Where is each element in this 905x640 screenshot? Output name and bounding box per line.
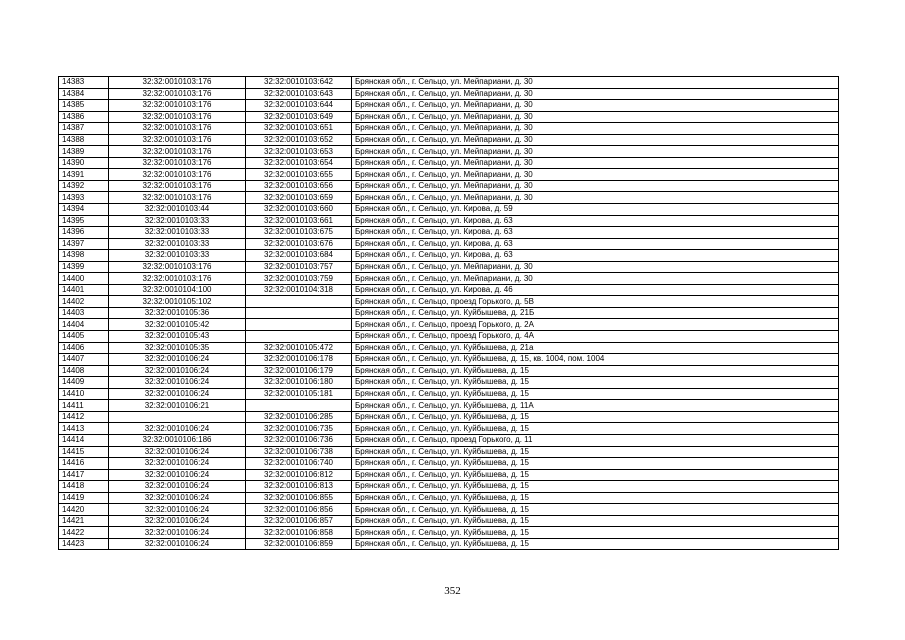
parent-cadastral-cell: 32:32:0010103:176 — [109, 123, 246, 135]
table-row — [59, 377, 839, 389]
parent-cadastral-cell: 32:32:0010106:24 — [109, 354, 246, 366]
parent-cadastral-cell: 32:32:0010103:176 — [109, 273, 246, 285]
parent-cadastral-cell: 32:32:0010106:21 — [109, 400, 246, 412]
address-cell: Брянская обл., г. Сельцо, ул. Мейпариани, д. 30 — [352, 88, 839, 100]
table-row — [59, 446, 839, 458]
parent-cadastral-cell: 32:32:0010106:186 — [109, 434, 246, 446]
address-cell: Брянская обл., г. Сельцо, ул. Кирова, д. 46 — [352, 284, 839, 296]
parent-cadastral-cell: 32:32:0010106:24 — [109, 377, 246, 389]
cadastral-number-cell: 32:32:0010106:180 — [246, 377, 352, 389]
row-number-cell: 14391 — [59, 169, 109, 181]
cadastral-number-cell: 32:32:0010106:740 — [246, 458, 352, 470]
parent-cadastral-cell: 32:32:0010103:33 — [109, 215, 246, 227]
row-number-cell: 14414 — [59, 434, 109, 446]
parent-cadastral-cell: 32:32:0010106:24 — [109, 388, 246, 400]
row-number-cell: 14421 — [59, 515, 109, 527]
row-number-cell: 14397 — [59, 238, 109, 250]
row-number-cell: 14412 — [59, 411, 109, 423]
row-number-cell: 14388 — [59, 134, 109, 146]
address-cell: Брянская обл., г. Сельцо, проезд Горького, д. 5В — [352, 296, 839, 308]
parent-cadastral-cell: 32:32:0010103:176 — [109, 180, 246, 192]
parent-cadastral-cell: 32:32:0010103:176 — [109, 134, 246, 146]
parent-cadastral-cell: 32:32:0010105:36 — [109, 307, 246, 319]
cadastral-number-cell: 32:32:0010103:649 — [246, 111, 352, 123]
table-row — [59, 388, 839, 400]
table-row — [59, 123, 839, 135]
row-number-cell: 14409 — [59, 377, 109, 389]
row-number-cell: 14394 — [59, 204, 109, 216]
address-cell: Брянская обл., г. Сельцо, ул. Куйбышева, д. 15 — [352, 365, 839, 377]
table-row — [59, 204, 839, 216]
parent-cadastral-cell: 32:32:0010103:176 — [109, 77, 246, 89]
cadastral-number-cell: 32:32:0010103:656 — [246, 180, 352, 192]
cadastral-number-cell — [246, 331, 352, 343]
cadastral-number-cell: 32:32:0010103:759 — [246, 273, 352, 285]
address-cell: Брянская обл., г. Сельцо, ул. Кирова, д. 59 — [352, 204, 839, 216]
address-cell: Брянская обл., г. Сельцо, ул. Мейпариани, д. 30 — [352, 123, 839, 135]
cadastral-number-cell: 32:32:0010106:735 — [246, 423, 352, 435]
cadastral-number-cell: 32:32:0010103:654 — [246, 157, 352, 169]
table-row — [59, 111, 839, 123]
address-cell: Брянская обл., г. Сельцо, ул. Куйбышева, д. 15 — [352, 388, 839, 400]
cadastral-number-cell: 32:32:0010106:285 — [246, 411, 352, 423]
cadastral-number-cell: 32:32:0010103:676 — [246, 238, 352, 250]
address-cell: Брянская обл., г. Сельцо, ул. Мейпариани, д. 30 — [352, 180, 839, 192]
cadastral-number-cell: 32:32:0010103:661 — [246, 215, 352, 227]
cadastral-number-cell: 32:32:0010103:642 — [246, 77, 352, 89]
table-row — [59, 307, 839, 319]
cadastral-number-cell: 32:32:0010106:812 — [246, 469, 352, 481]
row-number-cell: 14403 — [59, 307, 109, 319]
parent-cadastral-cell: 32:32:0010106:24 — [109, 481, 246, 493]
row-number-cell: 14398 — [59, 250, 109, 262]
address-cell: Брянская обл., г. Сельцо, ул. Мейпариани, д. 30 — [352, 100, 839, 112]
address-cell: Брянская обл., г. Сельцо, ул. Куйбышева, д. 15 — [352, 538, 839, 550]
parent-cadastral-cell: 32:32:0010103:33 — [109, 238, 246, 250]
address-cell: Брянская обл., г. Сельцо, ул. Кирова, д. 63 — [352, 238, 839, 250]
cadastral-number-cell — [246, 307, 352, 319]
address-cell: Брянская обл., г. Сельцо, ул. Кирова, д. 63 — [352, 215, 839, 227]
table-row — [59, 134, 839, 146]
table-row — [59, 434, 839, 446]
address-cell: Брянская обл., г. Сельцо, ул. Куйбышева, д. 15 — [352, 377, 839, 389]
cadastral-number-cell: 32:32:0010106:855 — [246, 492, 352, 504]
table-row — [59, 238, 839, 250]
table-row — [59, 169, 839, 181]
table-row — [59, 100, 839, 112]
parent-cadastral-cell: 32:32:0010106:24 — [109, 538, 246, 550]
cadastral-number-cell: 32:32:0010104:318 — [246, 284, 352, 296]
address-cell: Брянская обл., г. Сельцо, ул. Кирова, д. 63 — [352, 250, 839, 262]
cadastral-number-cell: 32:32:0010106:179 — [246, 365, 352, 377]
row-number-cell: 14393 — [59, 192, 109, 204]
parent-cadastral-cell: 32:32:0010106:24 — [109, 515, 246, 527]
parent-cadastral-cell — [109, 411, 246, 423]
row-number-cell: 14417 — [59, 469, 109, 481]
row-number-cell: 14389 — [59, 146, 109, 158]
row-number-cell: 14405 — [59, 331, 109, 343]
parent-cadastral-cell: 32:32:0010103:176 — [109, 100, 246, 112]
parent-cadastral-cell: 32:32:0010106:24 — [109, 504, 246, 516]
cadastral-number-cell — [246, 319, 352, 331]
table-row — [59, 538, 839, 550]
address-cell: Брянская обл., г. Сельцо, ул. Куйбышева, д. 15 — [352, 492, 839, 504]
table-row — [59, 77, 839, 89]
table-row — [59, 319, 839, 331]
address-cell: Брянская обл., г. Сельцо, проезд Горького, д. 11 — [352, 434, 839, 446]
address-cell: Брянская обл., г. Сельцо, проезд Горького, д. 2А — [352, 319, 839, 331]
table-row — [59, 331, 839, 343]
cadastral-number-cell — [246, 296, 352, 308]
table-row — [59, 354, 839, 366]
row-number-cell: 14415 — [59, 446, 109, 458]
address-cell: Брянская обл., г. Сельцо, ул. Мейпариани, д. 30 — [352, 261, 839, 273]
cadastral-number-cell: 32:32:0010106:859 — [246, 538, 352, 550]
parent-cadastral-cell: 32:32:0010106:24 — [109, 458, 246, 470]
parent-cadastral-cell: 32:32:0010105:102 — [109, 296, 246, 308]
table-row — [59, 192, 839, 204]
row-number-cell: 14384 — [59, 88, 109, 100]
cadastral-number-cell: 32:32:0010103:651 — [246, 123, 352, 135]
row-number-cell: 14383 — [59, 77, 109, 89]
row-number-cell: 14395 — [59, 215, 109, 227]
table-row — [59, 157, 839, 169]
row-number-cell: 14399 — [59, 261, 109, 273]
cadastral-number-cell: 32:32:0010103:655 — [246, 169, 352, 181]
row-number-cell: 14385 — [59, 100, 109, 112]
registry-table-body — [59, 77, 839, 550]
table-row — [59, 469, 839, 481]
parent-cadastral-cell: 32:32:0010105:35 — [109, 342, 246, 354]
parent-cadastral-cell: 32:32:0010105:42 — [109, 319, 246, 331]
table-row — [59, 400, 839, 412]
page-number: 352 — [444, 585, 461, 597]
table-row — [59, 423, 839, 435]
address-cell: Брянская обл., г. Сельцо, ул. Куйбышева, д. 15 — [352, 481, 839, 493]
parent-cadastral-cell: 32:32:0010103:176 — [109, 88, 246, 100]
address-cell: Брянская обл., г. Сельцо, ул. Куйбышева, д. 15 — [352, 469, 839, 481]
address-cell: Брянская обл., г. Сельцо, ул. Кирова, д. 63 — [352, 227, 839, 239]
parent-cadastral-cell: 32:32:0010106:24 — [109, 446, 246, 458]
row-number-cell: 14408 — [59, 365, 109, 377]
parent-cadastral-cell: 32:32:0010103:176 — [109, 261, 246, 273]
table-row — [59, 88, 839, 100]
parent-cadastral-cell: 32:32:0010103:176 — [109, 157, 246, 169]
cadastral-number-cell: 32:32:0010103:652 — [246, 134, 352, 146]
table-row — [59, 411, 839, 423]
row-number-cell: 14407 — [59, 354, 109, 366]
cadastral-number-cell: 32:32:0010106:738 — [246, 446, 352, 458]
parent-cadastral-cell: 32:32:0010103:176 — [109, 146, 246, 158]
address-cell: Брянская обл., г. Сельцо, ул. Куйбышева, д. 15 — [352, 411, 839, 423]
address-cell: Брянская обл., г. Сельцо, ул. Куйбышева, д. 15 — [352, 527, 839, 539]
row-number-cell: 14396 — [59, 227, 109, 239]
parent-cadastral-cell: 32:32:0010103:176 — [109, 169, 246, 181]
table-row — [59, 515, 839, 527]
table-row — [59, 273, 839, 285]
cadastral-number-cell: 32:32:0010106:813 — [246, 481, 352, 493]
address-cell: Брянская обл., г. Сельцо, ул. Куйбышева, д. 11А — [352, 400, 839, 412]
table-row — [59, 481, 839, 493]
cadastral-number-cell — [246, 400, 352, 412]
cadastral-number-cell: 32:32:0010103:653 — [246, 146, 352, 158]
cadastral-number-cell: 32:32:0010106:856 — [246, 504, 352, 516]
cadastral-number-cell: 32:32:0010106:857 — [246, 515, 352, 527]
cadastral-number-cell: 32:32:0010103:660 — [246, 204, 352, 216]
row-number-cell: 14416 — [59, 458, 109, 470]
address-cell: Брянская обл., г. Сельцо, ул. Мейпариани, д. 30 — [352, 169, 839, 181]
address-cell: Брянская обл., г. Сельцо, ул. Куйбышева, д. 21Б — [352, 307, 839, 319]
cadastral-number-cell: 32:32:0010105:472 — [246, 342, 352, 354]
table-row — [59, 458, 839, 470]
row-number-cell: 14390 — [59, 157, 109, 169]
table-row — [59, 261, 839, 273]
parent-cadastral-cell: 32:32:0010106:24 — [109, 527, 246, 539]
table-row — [59, 492, 839, 504]
table-row — [59, 284, 839, 296]
cadastral-number-cell: 32:32:0010106:178 — [246, 354, 352, 366]
row-number-cell: 14418 — [59, 481, 109, 493]
parent-cadastral-cell: 32:32:0010106:24 — [109, 365, 246, 377]
address-cell: Брянская обл., г. Сельцо, ул. Мейпариани, д. 30 — [352, 157, 839, 169]
cadastral-number-cell: 32:32:0010103:659 — [246, 192, 352, 204]
parent-cadastral-cell: 32:32:0010105:43 — [109, 331, 246, 343]
table-row — [59, 227, 839, 239]
registry-table — [58, 76, 839, 550]
row-number-cell: 14411 — [59, 400, 109, 412]
table-row — [59, 296, 839, 308]
address-cell: Брянская обл., г. Сельцо, проезд Горького, д. 4А — [352, 331, 839, 343]
row-number-cell: 14387 — [59, 123, 109, 135]
cadastral-number-cell: 32:32:0010103:644 — [246, 100, 352, 112]
cadastral-number-cell: 32:32:0010103:684 — [246, 250, 352, 262]
parent-cadastral-cell: 32:32:0010103:176 — [109, 192, 246, 204]
address-cell: Брянская обл., г. Сельцо, ул. Мейпариани, д. 30 — [352, 111, 839, 123]
table-row — [59, 146, 839, 158]
address-cell: Брянская обл., г. Сельцо, ул. Куйбышева, д. 15, кв. 1004, пом. 1004 — [352, 354, 839, 366]
table-row — [59, 180, 839, 192]
parent-cadastral-cell: 32:32:0010106:24 — [109, 423, 246, 435]
cadastral-number-cell: 32:32:0010105:181 — [246, 388, 352, 400]
parent-cadastral-cell: 32:32:0010103:44 — [109, 204, 246, 216]
row-number-cell: 14413 — [59, 423, 109, 435]
address-cell: Брянская обл., г. Сельцо, ул. Куйбышева, д. 15 — [352, 446, 839, 458]
address-cell: Брянская обл., г. Сельцо, ул. Куйбышева, д. 21а — [352, 342, 839, 354]
row-number-cell: 14406 — [59, 342, 109, 354]
cadastral-number-cell: 32:32:0010106:858 — [246, 527, 352, 539]
parent-cadastral-cell: 32:32:0010104:100 — [109, 284, 246, 296]
address-cell: Брянская обл., г. Сельцо, ул. Куйбышева, д. 15 — [352, 504, 839, 516]
row-number-cell: 14402 — [59, 296, 109, 308]
table-row — [59, 342, 839, 354]
parent-cadastral-cell: 32:32:0010103:33 — [109, 227, 246, 239]
address-cell: Брянская обл., г. Сельцо, ул. Мейпариани, д. 30 — [352, 273, 839, 285]
row-number-cell: 14410 — [59, 388, 109, 400]
row-number-cell: 14401 — [59, 284, 109, 296]
table-row — [59, 527, 839, 539]
address-cell: Брянская обл., г. Сельцо, ул. Мейпариани, д. 30 — [352, 192, 839, 204]
cadastral-number-cell: 32:32:0010106:736 — [246, 434, 352, 446]
cadastral-number-cell: 32:32:0010103:675 — [246, 227, 352, 239]
table-row — [59, 215, 839, 227]
address-cell: Брянская обл., г. Сельцо, ул. Куйбышева, д. 15 — [352, 515, 839, 527]
table-row — [59, 504, 839, 516]
row-number-cell: 14423 — [59, 538, 109, 550]
row-number-cell: 14404 — [59, 319, 109, 331]
table-row — [59, 365, 839, 377]
parent-cadastral-cell: 32:32:0010106:24 — [109, 469, 246, 481]
table-row — [59, 250, 839, 262]
row-number-cell: 14420 — [59, 504, 109, 516]
address-cell: Брянская обл., г. Сельцо, ул. Мейпариани, д. 30 — [352, 146, 839, 158]
parent-cadastral-cell: 32:32:0010103:176 — [109, 111, 246, 123]
cadastral-number-cell: 32:32:0010103:643 — [246, 88, 352, 100]
row-number-cell: 14386 — [59, 111, 109, 123]
address-cell: Брянская обл., г. Сельцо, ул. Мейпариани, д. 30 — [352, 134, 839, 146]
parent-cadastral-cell: 32:32:0010106:24 — [109, 492, 246, 504]
address-cell: Брянская обл., г. Сельцо, ул. Мейпариани, д. 30 — [352, 77, 839, 89]
row-number-cell: 14422 — [59, 527, 109, 539]
row-number-cell: 14400 — [59, 273, 109, 285]
parent-cadastral-cell: 32:32:0010103:33 — [109, 250, 246, 262]
address-cell: Брянская обл., г. Сельцо, ул. Куйбышева, д. 15 — [352, 458, 839, 470]
row-number-cell: 14392 — [59, 180, 109, 192]
cadastral-number-cell: 32:32:0010103:757 — [246, 261, 352, 273]
address-cell: Брянская обл., г. Сельцо, ул. Куйбышева, д. 15 — [352, 423, 839, 435]
row-number-cell: 14419 — [59, 492, 109, 504]
